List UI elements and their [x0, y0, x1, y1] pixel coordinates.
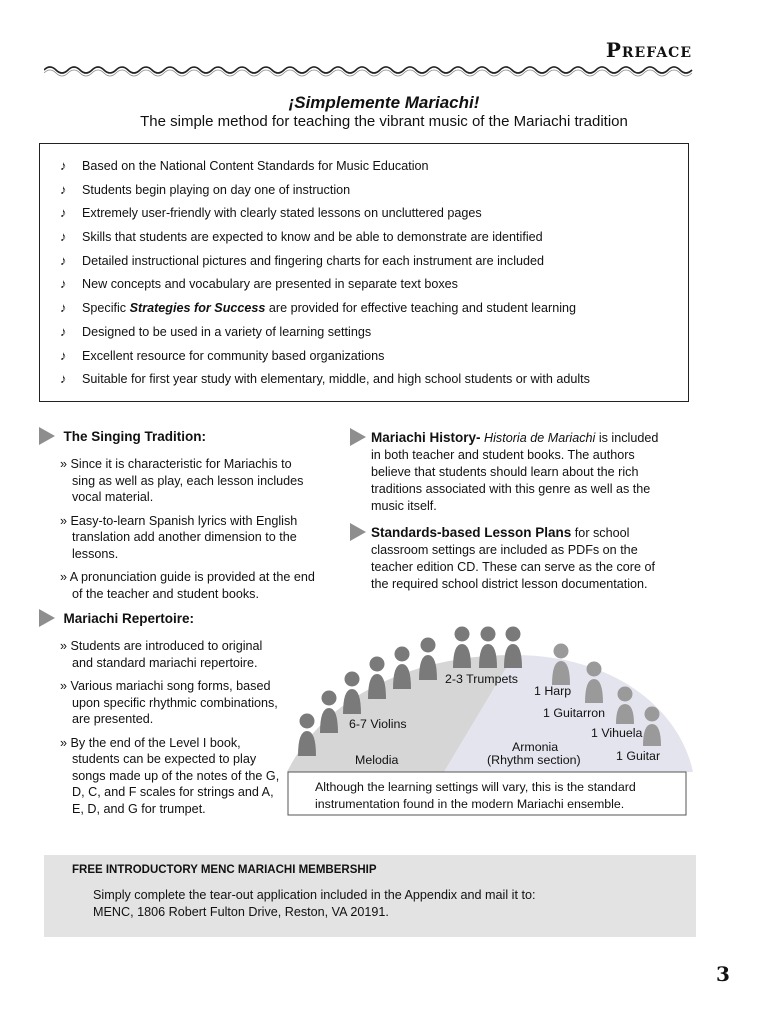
membership-title: FREE INTRODUCTORY MENC MARIACHI MEMBERSHIP — [72, 864, 377, 876]
features-list — [40, 144, 688, 391]
music-note-icon: ♪ — [60, 181, 67, 197]
violinist-figure — [368, 657, 386, 700]
violinist-figure — [320, 691, 338, 734]
wavy-divider — [44, 62, 696, 78]
vihuela-label: 1 Vihuela — [591, 726, 643, 740]
list-item: » By the end of the Level I book, students can be expected to play songs made up of the notes of the G, D, C, and F scales for strings and A, E, D, and G for trumpet. — [60, 735, 280, 816]
list-item: » Students are introduced to original and standard mariachi repertoire. — [60, 639, 263, 670]
music-note-icon: ♪ — [60, 347, 67, 363]
violins-label: 6-7 Violins — [349, 717, 407, 731]
music-note-icon: ♪ — [60, 371, 67, 387]
ensemble-diagram — [285, 620, 705, 820]
trumpets-label: 2-3 Trumpets — [445, 672, 518, 686]
singing-list — [60, 456, 318, 609]
list-item: » A pronunciation guide is provided at the end of the teacher and student books. — [60, 570, 315, 601]
feature-item: ♪ Suitable for first year study with elementary, middle, and high school students or with adults — [60, 367, 688, 391]
membership-line-1: Simply complete the tear-out application included in the Appendix and mail it to: — [93, 888, 536, 902]
feature-item: ♪ Excellent resource for community based organizations — [60, 344, 688, 368]
triangle-icon — [39, 609, 55, 627]
standards-paragraph: Standards-based Lesson Plans for school classroom settings are included as PDFs on the teacher edition CD. These can serve as the core of the required school district lesson documentation. — [371, 525, 655, 591]
caption-line-1: Although the learning settings will vary, this is the standard — [315, 780, 636, 794]
feature-item: ♪ Extremely user-friendly with clearly stated lessons on uncluttered pages — [60, 201, 688, 225]
triangle-icon — [350, 428, 366, 446]
triangle-icon — [350, 523, 366, 541]
melodia-label: Melodia — [355, 753, 399, 767]
repertoire-heading-row — [39, 609, 194, 627]
triangle-icon — [39, 427, 55, 445]
violinist-figure — [419, 638, 437, 681]
guitarron-label: 1 Guitarron — [543, 706, 605, 720]
feature-item: ♪ Designed to be used in a variety of learning settings — [60, 320, 688, 344]
trumpeter-figure — [453, 627, 471, 669]
page-number: 3 — [716, 962, 730, 986]
feature-item: ♪ Specific Strategies for Success are provided for effective teaching and student learning — [60, 296, 688, 320]
feature-item: ♪ Students begin playing on day one of instruction — [60, 178, 688, 202]
singing-heading-row — [39, 427, 206, 445]
singing-heading: The Singing Tradition: — [63, 428, 206, 444]
feature-item: ♪ Skills that students are expected to know and be able to demonstrate are identified — [60, 225, 688, 249]
repertoire-heading: Mariachi Repertoire: — [63, 610, 194, 626]
trumpeter-figure — [504, 627, 522, 669]
membership-address: MENC, 1806 Robert Fulton Drive, Reston, VA 20191. — [93, 905, 389, 919]
feature-item: ♪ New concepts and vocabulary are presented in separate text boxes — [60, 272, 688, 296]
rhythm-section-label: (Rhythm section) — [487, 753, 581, 767]
harp-label: 1 Harp — [534, 684, 572, 698]
music-note-icon: ♪ — [60, 252, 67, 268]
history-paragraph: Mariachi History- Historia de Mariachi is included in both teacher and student books. The authors believe that students should learn about the rich traditions associated with this genre as well as the music itself. — [371, 430, 659, 513]
violinist-figure — [393, 647, 411, 690]
list-item: » Since it is characteristic for Mariachis to sing as well as play, each lesson includes vocal material. — [60, 457, 304, 504]
standards-heading: Standards-based Lesson Plans — [371, 525, 572, 540]
music-note-icon: ♪ — [60, 276, 67, 292]
music-note-icon: ♪ — [60, 229, 67, 245]
history-heading: Mariachi History- — [371, 430, 481, 445]
features-box — [39, 143, 689, 402]
violinist-figure — [343, 672, 361, 715]
trumpeter-figure — [479, 627, 497, 669]
section-title: Preface — [605, 38, 692, 62]
music-note-icon: ♪ — [60, 158, 67, 173]
music-note-icon: ♪ — [60, 323, 67, 339]
caption-line-2: instrumentation found in the modern Mariachi ensemble. — [315, 797, 625, 811]
repertoire-list — [60, 638, 280, 824]
feature-item: ♪ Detailed instructional pictures and fingering charts for each instrument are included — [60, 249, 688, 273]
music-note-icon: ♪ — [60, 300, 67, 316]
book-subtitle: The simple method for teaching the vibrant music of the Mariachi tradition — [140, 113, 628, 130]
list-item: » Easy-to-learn Spanish lyrics with English translation add another dimension to the lessons. — [60, 513, 298, 561]
armonia-label: Armonia — [512, 740, 559, 754]
guitar-label: 1 Guitar — [616, 749, 661, 763]
music-note-icon: ♪ — [60, 205, 67, 221]
list-item: » Various mariachi song forms, based upon specific rhythmic combinations, are presented. — [60, 679, 278, 726]
book-title: ¡Simplemente Mariachi! — [288, 93, 480, 112]
feature-item: ♪ Based on the National Content Standards for Music Education — [60, 154, 688, 178]
